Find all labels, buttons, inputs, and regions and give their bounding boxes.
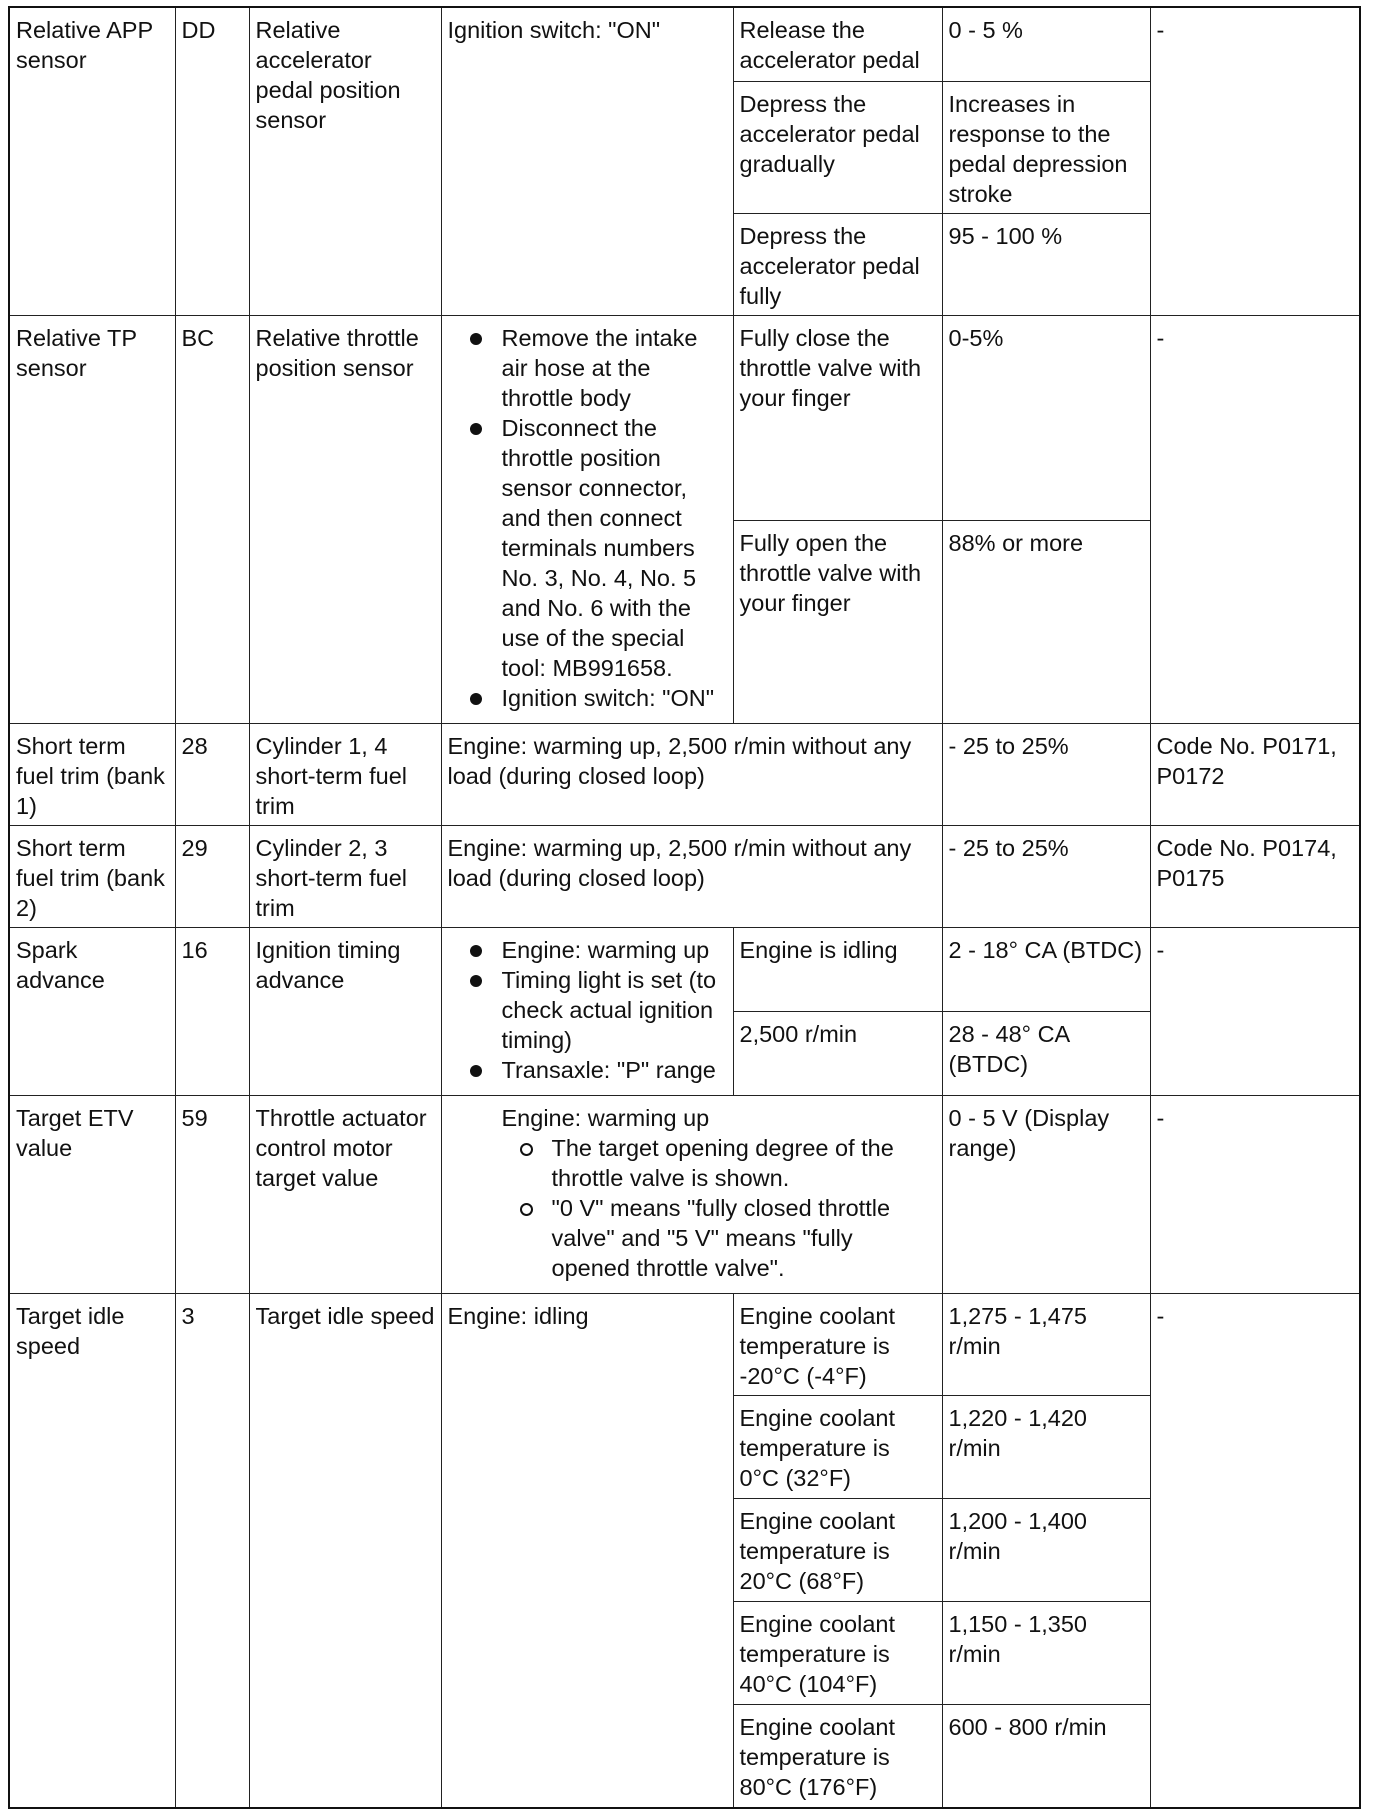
code-cell: 29	[175, 825, 249, 927]
item-cell: Short term fuel trim (bank 2)	[9, 825, 175, 927]
code-cell: BC	[175, 315, 249, 723]
item-cell: Target idle speed	[9, 1293, 175, 1808]
description-cell: Cylinder 2, 3 short-term fuel trim	[249, 825, 441, 927]
table-row	[9, 723, 1360, 825]
check-condition-cell: Engine coolant temperature is 40°C (104°F)	[733, 1601, 942, 1704]
list-item: "0 V" means "fully closed throttle valve" and "5 V" means "fully opened throttle valve".	[502, 1193, 936, 1283]
item-cell: Relative TP sensor	[9, 315, 175, 723]
check-condition-cell: Engine is idling	[733, 927, 942, 1011]
condition-cell: Ignition switch: "ON"	[441, 7, 733, 315]
table-row	[9, 1095, 1360, 1293]
check-condition-cell: Depress the accelerator pedal gradually	[733, 81, 942, 213]
description-cell: Relative throttle position sensor	[249, 315, 441, 723]
description-cell: Throttle actuator control motor target value	[249, 1095, 441, 1293]
reference-cell: Code No. P0171, P0172	[1150, 723, 1360, 825]
value-cell: 0 - 5 V (Display range)	[942, 1095, 1150, 1293]
check-condition-cell: Engine coolant temperature is -20°C (-4°F)	[733, 1293, 942, 1395]
condition-cell	[441, 927, 733, 1095]
item-cell: Relative APP sensor	[9, 7, 175, 315]
code-cell: 59	[175, 1095, 249, 1293]
list-item: Engine: warming up	[458, 935, 727, 965]
value-cell: 1,220 - 1,420 r/min	[942, 1395, 1150, 1498]
check-condition-cell: Engine coolant temperature is 20°C (68°F)	[733, 1498, 942, 1601]
value-cell: 1,200 - 1,400 r/min	[942, 1498, 1150, 1601]
condition-cell: Engine: warming up, 2,500 r/min without any load (during closed loop)	[441, 723, 942, 825]
check-condition-cell: Depress the accelerator pedal fully	[733, 213, 942, 315]
value-cell: 2 - 18° CA (BTDC)	[942, 927, 1150, 1011]
item-cell: Spark advance	[9, 927, 175, 1095]
condition-list	[448, 935, 727, 1085]
table-row	[9, 825, 1360, 927]
condition-list	[448, 323, 727, 713]
table-row	[9, 315, 1360, 520]
check-condition-cell: 2,500 r/min	[733, 1011, 942, 1095]
list-item: Timing light is set (to check actual ignition timing)	[458, 965, 727, 1055]
value-cell: Increases in response to the pedal depression stroke	[942, 81, 1150, 213]
reference-cell: -	[1150, 7, 1360, 315]
description-cell: Target idle speed	[249, 1293, 441, 1808]
description-cell: Ignition timing advance	[249, 927, 441, 1095]
value-cell: 1,150 - 1,350 r/min	[942, 1601, 1150, 1704]
table-row	[9, 1293, 1360, 1395]
item-cell: Short term fuel trim (bank 1)	[9, 723, 175, 825]
condition-cell: Engine: idling	[441, 1293, 733, 1808]
description-cell: Relative accelerator pedal position sensor	[249, 7, 441, 315]
check-condition-cell: Engine coolant temperature is 0°C (32°F)	[733, 1395, 942, 1498]
list-item: Transaxle: "P" range	[458, 1055, 727, 1085]
reference-cell: -	[1150, 1095, 1360, 1293]
condition-lead: Engine: warming up	[501, 1104, 710, 1131]
table-row	[9, 7, 1360, 81]
check-condition-cell: Fully open the throttle valve with your finger	[733, 520, 942, 723]
list-item: Remove the intake air hose at the throttle body	[458, 323, 727, 413]
item-cell: Target ETV value	[9, 1095, 175, 1293]
reference-cell: -	[1150, 1293, 1360, 1808]
reference-cell: -	[1150, 315, 1360, 723]
list-item: The target opening degree of the throttle valve is shown.	[502, 1133, 936, 1193]
check-condition-cell: Engine coolant temperature is 80°C (176°F)	[733, 1704, 942, 1808]
condition-cell	[441, 1095, 942, 1293]
value-cell: - 25 to 25%	[942, 723, 1150, 825]
code-cell: 16	[175, 927, 249, 1095]
check-condition-cell: Release the accelerator pedal	[733, 7, 942, 81]
value-cell: 1,275 - 1,475 r/min	[942, 1293, 1150, 1395]
value-cell: 0 - 5 %	[942, 7, 1150, 81]
sub-condition-list	[448, 1133, 936, 1283]
code-cell: 28	[175, 723, 249, 825]
value-cell: 95 - 100 %	[942, 213, 1150, 315]
check-condition-cell: Fully close the throttle valve with your finger	[733, 315, 942, 520]
value-cell: - 25 to 25%	[942, 825, 1150, 927]
code-cell: 3	[175, 1293, 249, 1808]
code-cell: DD	[175, 7, 249, 315]
description-cell: Cylinder 1, 4 short-term fuel trim	[249, 723, 441, 825]
reference-cell: -	[1150, 927, 1360, 1095]
value-cell: 88% or more	[942, 520, 1150, 723]
value-cell: 28 - 48° CA (BTDC)	[942, 1011, 1150, 1095]
list-item: Ignition switch: "ON"	[458, 683, 727, 713]
table-row	[9, 927, 1360, 1011]
spec-table	[8, 6, 1361, 1809]
condition-cell: Engine: warming up, 2,500 r/min without any load (during closed loop)	[441, 825, 942, 927]
condition-cell	[441, 315, 733, 723]
list-item: Disconnect the throttle position sensor connector, and then connect terminals numbers No. 3, No. 4, No. 5 and No. 6 with the use of the special tool: MB991658.	[458, 413, 727, 683]
value-cell: 600 - 800 r/min	[942, 1704, 1150, 1808]
value-cell: 0-5%	[942, 315, 1150, 520]
reference-cell: Code No. P0174, P0175	[1150, 825, 1360, 927]
